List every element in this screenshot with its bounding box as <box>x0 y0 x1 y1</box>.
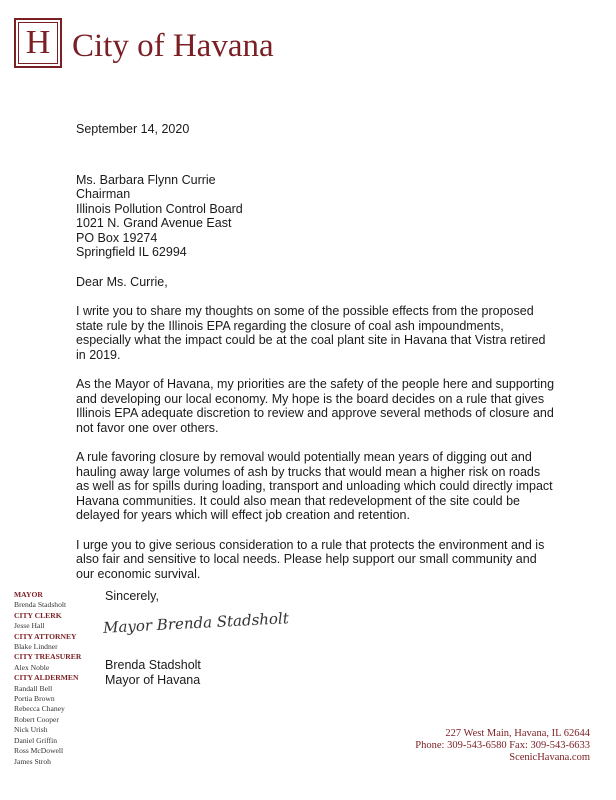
handwritten-signature: Mayor Brenda Stadsholt <box>102 609 290 637</box>
staff-name: Jesse Hall <box>14 621 45 631</box>
signer-title: Mayor of Havana <box>105 672 201 687</box>
contact-address: 227 West Main, Havana, IL 62644 <box>445 728 590 739</box>
recipient-line: Chairman <box>76 187 131 201</box>
paragraph: I write you to share my thoughts on some of the possible effects from the proposed state rule by the Illinois EPA regarding the closure of coal ash impoundments, especially what the impact could be at the coal plant site in Havana that Vistra retired in 2019. <box>76 304 546 362</box>
staff-name: James Stroh <box>14 756 51 766</box>
staff-name: Rebecca Chaney <box>14 704 65 714</box>
contact-website[interactable]: ScenicHavana.com <box>509 752 590 763</box>
recipient-line: Illinois Pollution Control Board <box>76 201 243 216</box>
paragraph: A rule favoring closure by removal would potentially mean years of digging out and hauling away large volumes of ash by trucks that would mean a higher risk on roads as well as for spills during loading, transport and unloading which could directly impact Havana communities. It could also mean that redevelopment of the site could be delayed for years which will effect job creation and retention. <box>76 450 553 522</box>
paragraph: As the Mayor of Havana, my priorities are the safety of the people here and supporting and developing our local economy. My hope is the board decides on a rule that gives Illinois EPA adequate discretion to review and approve several methods of closure and not favor one over others. <box>76 377 555 435</box>
signer-name: Brenda Stadsholt <box>105 658 201 672</box>
recipient-line: PO Box 19274 <box>76 230 158 245</box>
staff-title: CITY CLERK <box>14 610 62 620</box>
staff-title: CITY ALDERMEN <box>14 673 79 683</box>
recipient-line: 1021 N. Grand Avenue East <box>76 216 232 230</box>
staff-name: Nick Urish <box>14 725 48 735</box>
staff-title: CITY ATTORNEY <box>14 631 77 641</box>
paragraph: I urge you to give serious consideration to a rule that protects the environment and is also fair and sensitive to local needs. Please help support our small community and our economic survival. <box>76 537 545 581</box>
city-name-heading: City of Havana <box>72 28 274 64</box>
staff-name: Blake Lindner <box>14 642 58 652</box>
city-logo <box>14 18 62 68</box>
city-staff-list <box>14 590 94 767</box>
staff-name: Portia Brown <box>14 694 55 704</box>
letter-body <box>76 122 556 596</box>
letter-date: September 14, 2020 <box>76 122 190 136</box>
contact-block <box>415 728 590 764</box>
staff-name: Ross McDowell <box>14 746 64 756</box>
salutation: Dear Ms. Currie, <box>76 274 168 289</box>
staff-name: Daniel Griffin <box>14 735 58 745</box>
recipient-line: Springfield IL 62994 <box>76 245 187 259</box>
staff-title: CITY TREASURER <box>14 652 82 662</box>
signer-block <box>105 658 201 687</box>
logo-letter: H <box>18 22 58 64</box>
recipient-address <box>76 173 556 260</box>
staff-title: MAYOR <box>14 590 43 599</box>
recipient-line: Ms. Barbara Flynn Currie <box>76 172 216 187</box>
contact-phone-fax: Phone: 309-543-6580 Fax: 309-543-6633 <box>415 740 590 751</box>
staff-name: Randall Bell <box>14 683 53 693</box>
staff-name: Alex Noble <box>14 662 50 672</box>
staff-name: Robert Cooper <box>14 714 59 724</box>
closing: Sincerely, <box>105 589 159 603</box>
staff-name: Brenda Stadsholt <box>14 600 67 610</box>
